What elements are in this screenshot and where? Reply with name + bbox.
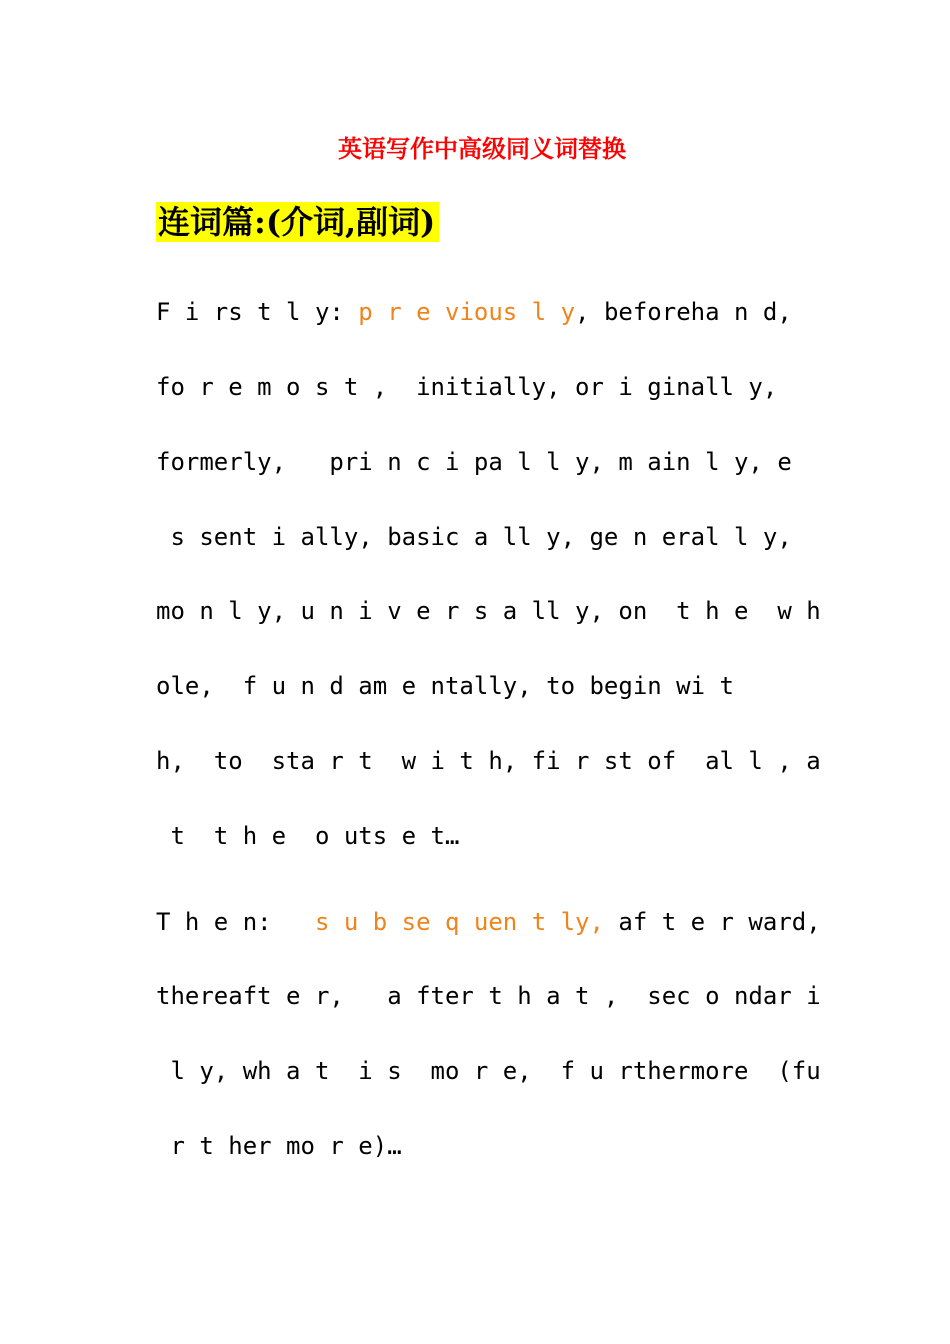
then-line-4: r t her mo r e)… — [156, 1132, 402, 1160]
highlighted-synonym-subsequently: s u b se q uen t ly, — [314, 908, 604, 936]
then-line-3: l y, wh a t i s mo r e, f u rthermore (fu — [156, 1057, 821, 1085]
firstly-line-3: formerly, pri n c i pa l l y, m ain l y, e — [156, 448, 792, 476]
then-line-2: thereaft e r, a fter t h a t , sec o ndar i — [156, 982, 821, 1010]
firstly-line-1 — [156, 295, 792, 329]
firstly-line-7: h, to sta r t w i t h, fi r st of al l , a — [156, 747, 821, 775]
headword-firstly: F i rs t l y: — [156, 298, 359, 326]
firstly-line-4: s sent i ally, basic a ll y, ge n eral l y, — [156, 523, 792, 551]
then-line-1 — [156, 905, 821, 939]
synonym-text: af t e r ward, — [603, 908, 821, 936]
synonym-text: , beforeha n d, — [575, 298, 792, 326]
firstly-line-8: t t h e o uts e t… — [156, 822, 460, 850]
headword-then: T h e n: — [156, 908, 315, 936]
document-title: 英语写作中高级同义词替换 — [338, 134, 626, 163]
highlighted-synonym-previously: p r e vious l y — [358, 298, 576, 326]
firstly-line-2: fo r e m o s t , initially, or i ginall y, — [156, 373, 778, 401]
firstly-line-5: mo n l y, u n i v e r s a ll y, on t h e w h — [156, 597, 821, 625]
section-heading: 连词篇:(介词,副词) — [156, 202, 439, 242]
firstly-line-6: ole, f u n d am e ntally, to begin wi t — [156, 672, 734, 700]
